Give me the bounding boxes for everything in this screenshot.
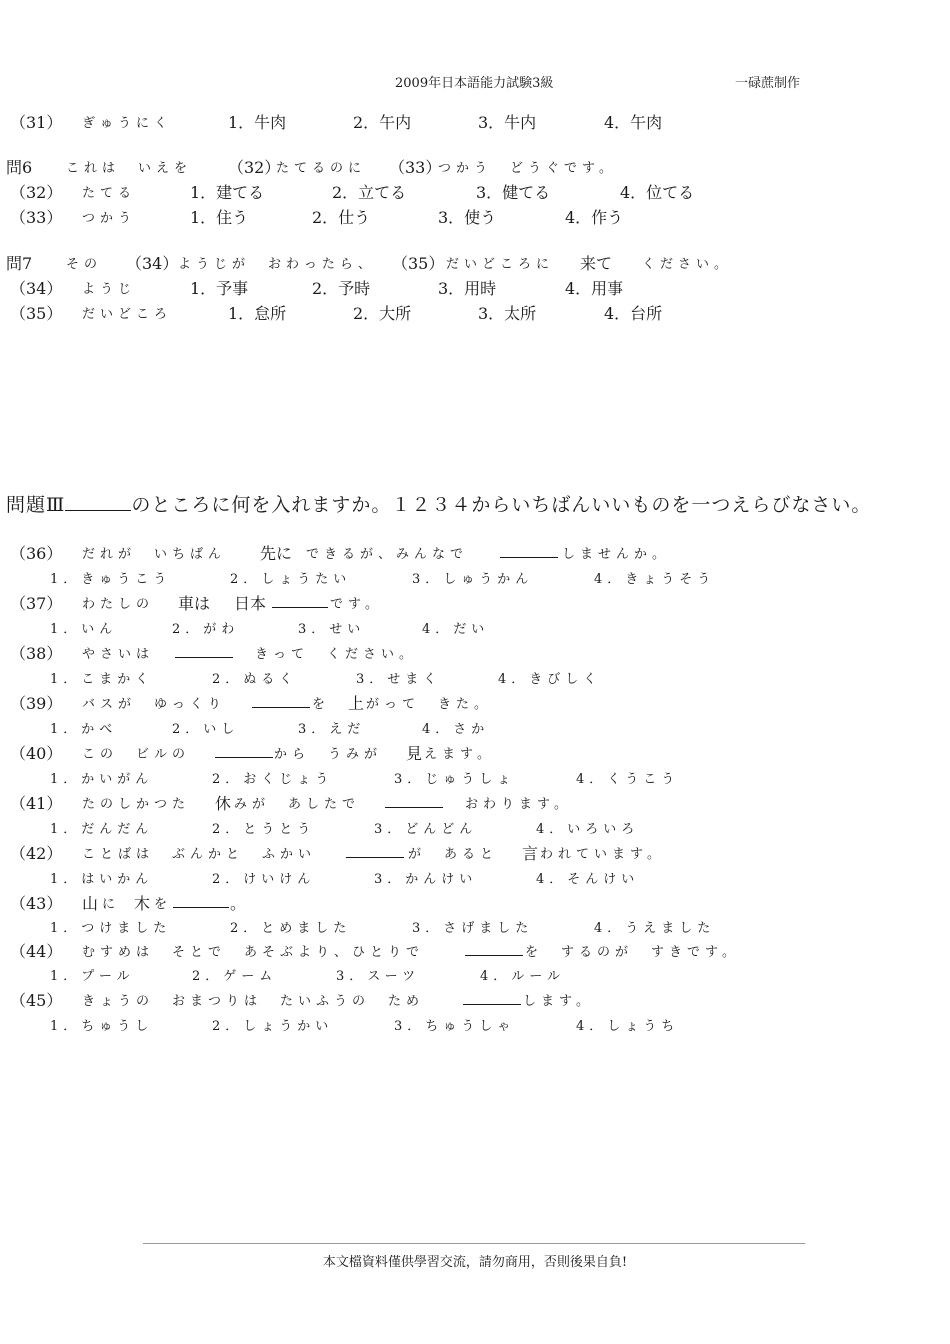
question-45: [10, 988, 594, 1010]
answer-blank: [500, 543, 558, 558]
option-3: 3．スーツ: [336, 969, 421, 984]
question-number: （35）: [10, 304, 63, 323]
question-44: [10, 939, 740, 961]
question-kanji: 日本: [234, 594, 267, 613]
option-2: 2．立てる: [332, 183, 407, 202]
option-4: 4．うえました: [594, 921, 716, 936]
option-4: 4．位てる: [620, 183, 695, 202]
question-kanji: 車は: [178, 594, 211, 613]
option-3: 3．せまく: [356, 672, 442, 687]
options-36: [10, 566, 716, 588]
question-text: やさいは: [82, 647, 155, 662]
footer-notice: 本文檔資料僅供學習交流，請勿商用，否則後果自負!: [322, 1255, 628, 1270]
question-number: （31）: [10, 113, 63, 132]
answer-blank: [272, 593, 328, 608]
option-2: 2．しょうたい: [230, 572, 352, 587]
question-number: （37）: [10, 594, 63, 613]
question-reading: つかう: [82, 211, 137, 226]
option-1: 1．はいかん: [50, 872, 154, 887]
option-4: 4．ルール: [480, 969, 566, 984]
question-number: （38）: [10, 644, 63, 663]
answer-blank: [385, 793, 443, 808]
question-text: この ビルの: [82, 747, 191, 762]
question-text: しませんか。: [562, 547, 671, 562]
option-3: 3．用時: [438, 279, 497, 298]
mon6-ref-33: （33）: [389, 158, 442, 177]
question-36: [10, 541, 671, 563]
question-33: [10, 205, 624, 227]
question-40: [10, 741, 495, 763]
question-34: [10, 276, 624, 298]
option-3: 3．牛内: [478, 113, 537, 132]
question-text: たのしかつた: [82, 797, 191, 812]
mon7-ref-34: （34）: [126, 254, 179, 273]
question-text: に: [102, 897, 121, 912]
option-4: 4．きびしく: [498, 672, 602, 687]
option-1: 1．こまかく: [50, 672, 154, 687]
option-2: 2．午内: [353, 113, 412, 132]
option-1: 1．つけました: [50, 921, 172, 936]
option-2: 2．予時: [312, 279, 371, 298]
question-42: [10, 841, 665, 863]
question-text: えます。: [424, 747, 495, 762]
question-text: きって ください。: [255, 647, 418, 662]
question-text: むすめは そとで あそぶより、ひとりで: [82, 945, 425, 960]
option-3: 3．しゅうかん: [412, 572, 534, 587]
option-1: 1．怠所: [228, 304, 287, 323]
option-2: 2．大所: [353, 304, 412, 323]
options-38: [10, 666, 602, 688]
question-text: みが あしたで: [234, 797, 361, 812]
question-text: から うみが: [274, 747, 383, 762]
question-reading: ようじ: [82, 282, 137, 297]
option-1: 1．ちゅうし: [50, 1019, 154, 1034]
option-3: 3．使う: [438, 208, 497, 227]
question-kanji: 休: [215, 794, 232, 813]
option-1: 1．予事: [190, 279, 249, 298]
options-43: [10, 915, 716, 937]
question-text: できるが、みんなで: [306, 547, 469, 562]
option-4: 4．午肉: [604, 113, 663, 132]
option-4: 4．きょうそう: [594, 572, 716, 587]
mon6-ref-32: （32）: [228, 158, 281, 177]
question-number: （34）: [10, 279, 63, 298]
option-2: 2．とめました: [230, 921, 352, 936]
options-42: [10, 866, 640, 888]
question-number: （32）: [10, 183, 63, 202]
option-1: 1．プール: [50, 969, 135, 984]
question-37: [10, 591, 383, 613]
option-4: 4．いろいろ: [536, 822, 640, 837]
answer-blank: [252, 693, 310, 708]
question-number: （40）: [10, 744, 63, 763]
question-text: です。: [330, 597, 383, 612]
mon7-text-1: その: [66, 257, 103, 272]
option-4: 4．用事: [565, 279, 624, 298]
question-number: （44）: [10, 942, 63, 961]
question-text: おわります。: [465, 797, 572, 812]
doc-title: 2009年日本語能力試験3級: [395, 76, 554, 91]
question-text: 。: [230, 894, 247, 913]
mon6-text-2: たてるのに: [276, 161, 367, 176]
option-4: 4．作う: [565, 208, 624, 227]
answer-blank: [215, 743, 273, 758]
option-1: 1．建てる: [190, 183, 265, 202]
question-number: （36）: [10, 544, 63, 563]
question-text: バスが ゆっくり: [82, 697, 226, 712]
option-3: 3．えだ: [298, 722, 366, 737]
option-4: 4．しょうち: [576, 1019, 680, 1034]
question-number: （33）: [10, 208, 63, 227]
answer-blank: [465, 941, 523, 956]
question-text: わたしの: [82, 597, 155, 612]
option-1: 1．牛肉: [228, 113, 287, 132]
option-2: 2．ぬるく: [212, 672, 298, 687]
option-1: 1．かいがん: [50, 772, 154, 787]
option-3: 3．健てる: [476, 183, 551, 202]
question-31: [10, 110, 663, 132]
question-32: [10, 180, 695, 202]
doc-author: 一碌蔗制作: [735, 76, 801, 91]
mon7-kanji: 来て: [580, 254, 613, 273]
option-3: 3．太所: [478, 304, 537, 323]
mon7-text-3: だいどころに: [446, 257, 555, 272]
section-3-label: 問題Ⅲ: [6, 494, 66, 516]
question-39: [10, 691, 493, 713]
answer-blank: [463, 990, 521, 1005]
option-2: 2．いし: [172, 722, 240, 737]
question-text: ことばは ぶんかと ふかい: [82, 847, 317, 862]
mon7-label: 問7: [6, 254, 33, 273]
question-38: [10, 641, 418, 663]
option-4: 4．そんけい: [536, 872, 640, 887]
option-1: 1．だんだん: [50, 822, 154, 837]
question-text: きょうの おまつりは たいふうの ため: [82, 994, 425, 1009]
answer-blank: [173, 893, 229, 908]
title-blank: [65, 492, 131, 511]
question-kanji: 言: [522, 844, 539, 863]
question-43: [10, 891, 247, 913]
question-number: （43）: [10, 894, 63, 913]
options-45: [10, 1013, 680, 1035]
mon7-text-2: ようじが おわったら、: [178, 257, 376, 272]
options-40: [10, 766, 680, 788]
question-35: [10, 301, 663, 323]
option-2: 2．けいけん: [212, 872, 316, 887]
question-text: われています。: [540, 847, 665, 862]
option-2: 2．おくじょう: [212, 772, 334, 787]
options-39: [10, 716, 490, 738]
option-4: 4．さか: [422, 722, 490, 737]
question-text: を するのが すきです。: [525, 945, 740, 960]
question-41: [10, 791, 572, 813]
mon7-stem: [6, 251, 733, 273]
question-kanji: 先に: [260, 544, 293, 563]
question-number: （45）: [10, 991, 63, 1010]
footer-divider: [143, 1243, 805, 1244]
question-text: します。: [523, 994, 594, 1009]
option-3: 3．ちゅうしゃ: [394, 1019, 516, 1034]
option-3: 3．せい: [298, 622, 366, 637]
answer-blank: [175, 643, 233, 658]
answer-blank: [346, 843, 404, 858]
option-3: 3．さげました: [412, 921, 534, 936]
question-kanji: 見: [406, 744, 423, 763]
option-3: 3．かんけい: [374, 872, 478, 887]
option-1: 1．きゅうこう: [50, 572, 172, 587]
mon6-text-3: つかう どうぐです。: [438, 161, 617, 176]
option-2: 2．がわ: [172, 622, 240, 637]
section-3-title: [6, 490, 871, 517]
question-number: （39）: [10, 694, 63, 713]
option-1: 1．いん: [50, 622, 118, 637]
question-text: を: [154, 897, 173, 912]
question-text: を: [312, 697, 331, 712]
option-2: 2．仕う: [312, 208, 371, 227]
question-kanji: 山: [82, 894, 99, 913]
option-4: 4．だい: [422, 622, 490, 637]
question-text: だれが いちばん: [82, 547, 227, 562]
option-2: 2．ゲーム: [192, 969, 278, 984]
option-1: 1．かべ: [50, 722, 118, 737]
question-number: （42）: [10, 844, 63, 863]
mon6-text-1: これは いえを: [66, 161, 193, 176]
option-4: 4．くうこう: [576, 772, 680, 787]
question-kanji: 木: [134, 894, 151, 913]
options-41: [10, 816, 640, 838]
option-2: 2．しょうかい: [212, 1019, 334, 1034]
question-text: がって きた。: [366, 697, 493, 712]
option-3: 3．じゅうしょ: [394, 772, 516, 787]
section-3-instruction: のところに何を入れますか。１２３４からいちばんいいものを一つえらびなさい。: [131, 494, 872, 516]
option-1: 1．住う: [190, 208, 249, 227]
question-number: （41）: [10, 794, 63, 813]
question-kanji: 上: [348, 694, 365, 713]
options-44: [10, 963, 566, 985]
mon6-stem: [6, 155, 617, 177]
mon6-label: 問6: [6, 158, 33, 177]
question-text: が あると: [408, 847, 499, 862]
options-37: [10, 616, 490, 638]
mon7-ref-35: （35）: [392, 254, 445, 273]
mon7-text-4: ください。: [642, 257, 733, 272]
question-reading: ぎゅうにく: [82, 116, 173, 131]
option-4: 4．台所: [604, 304, 663, 323]
question-reading: だいどころ: [82, 307, 173, 322]
question-reading: たてる: [82, 186, 137, 201]
option-2: 2．とうとう: [212, 822, 316, 837]
option-3: 3．どんどん: [374, 822, 478, 837]
